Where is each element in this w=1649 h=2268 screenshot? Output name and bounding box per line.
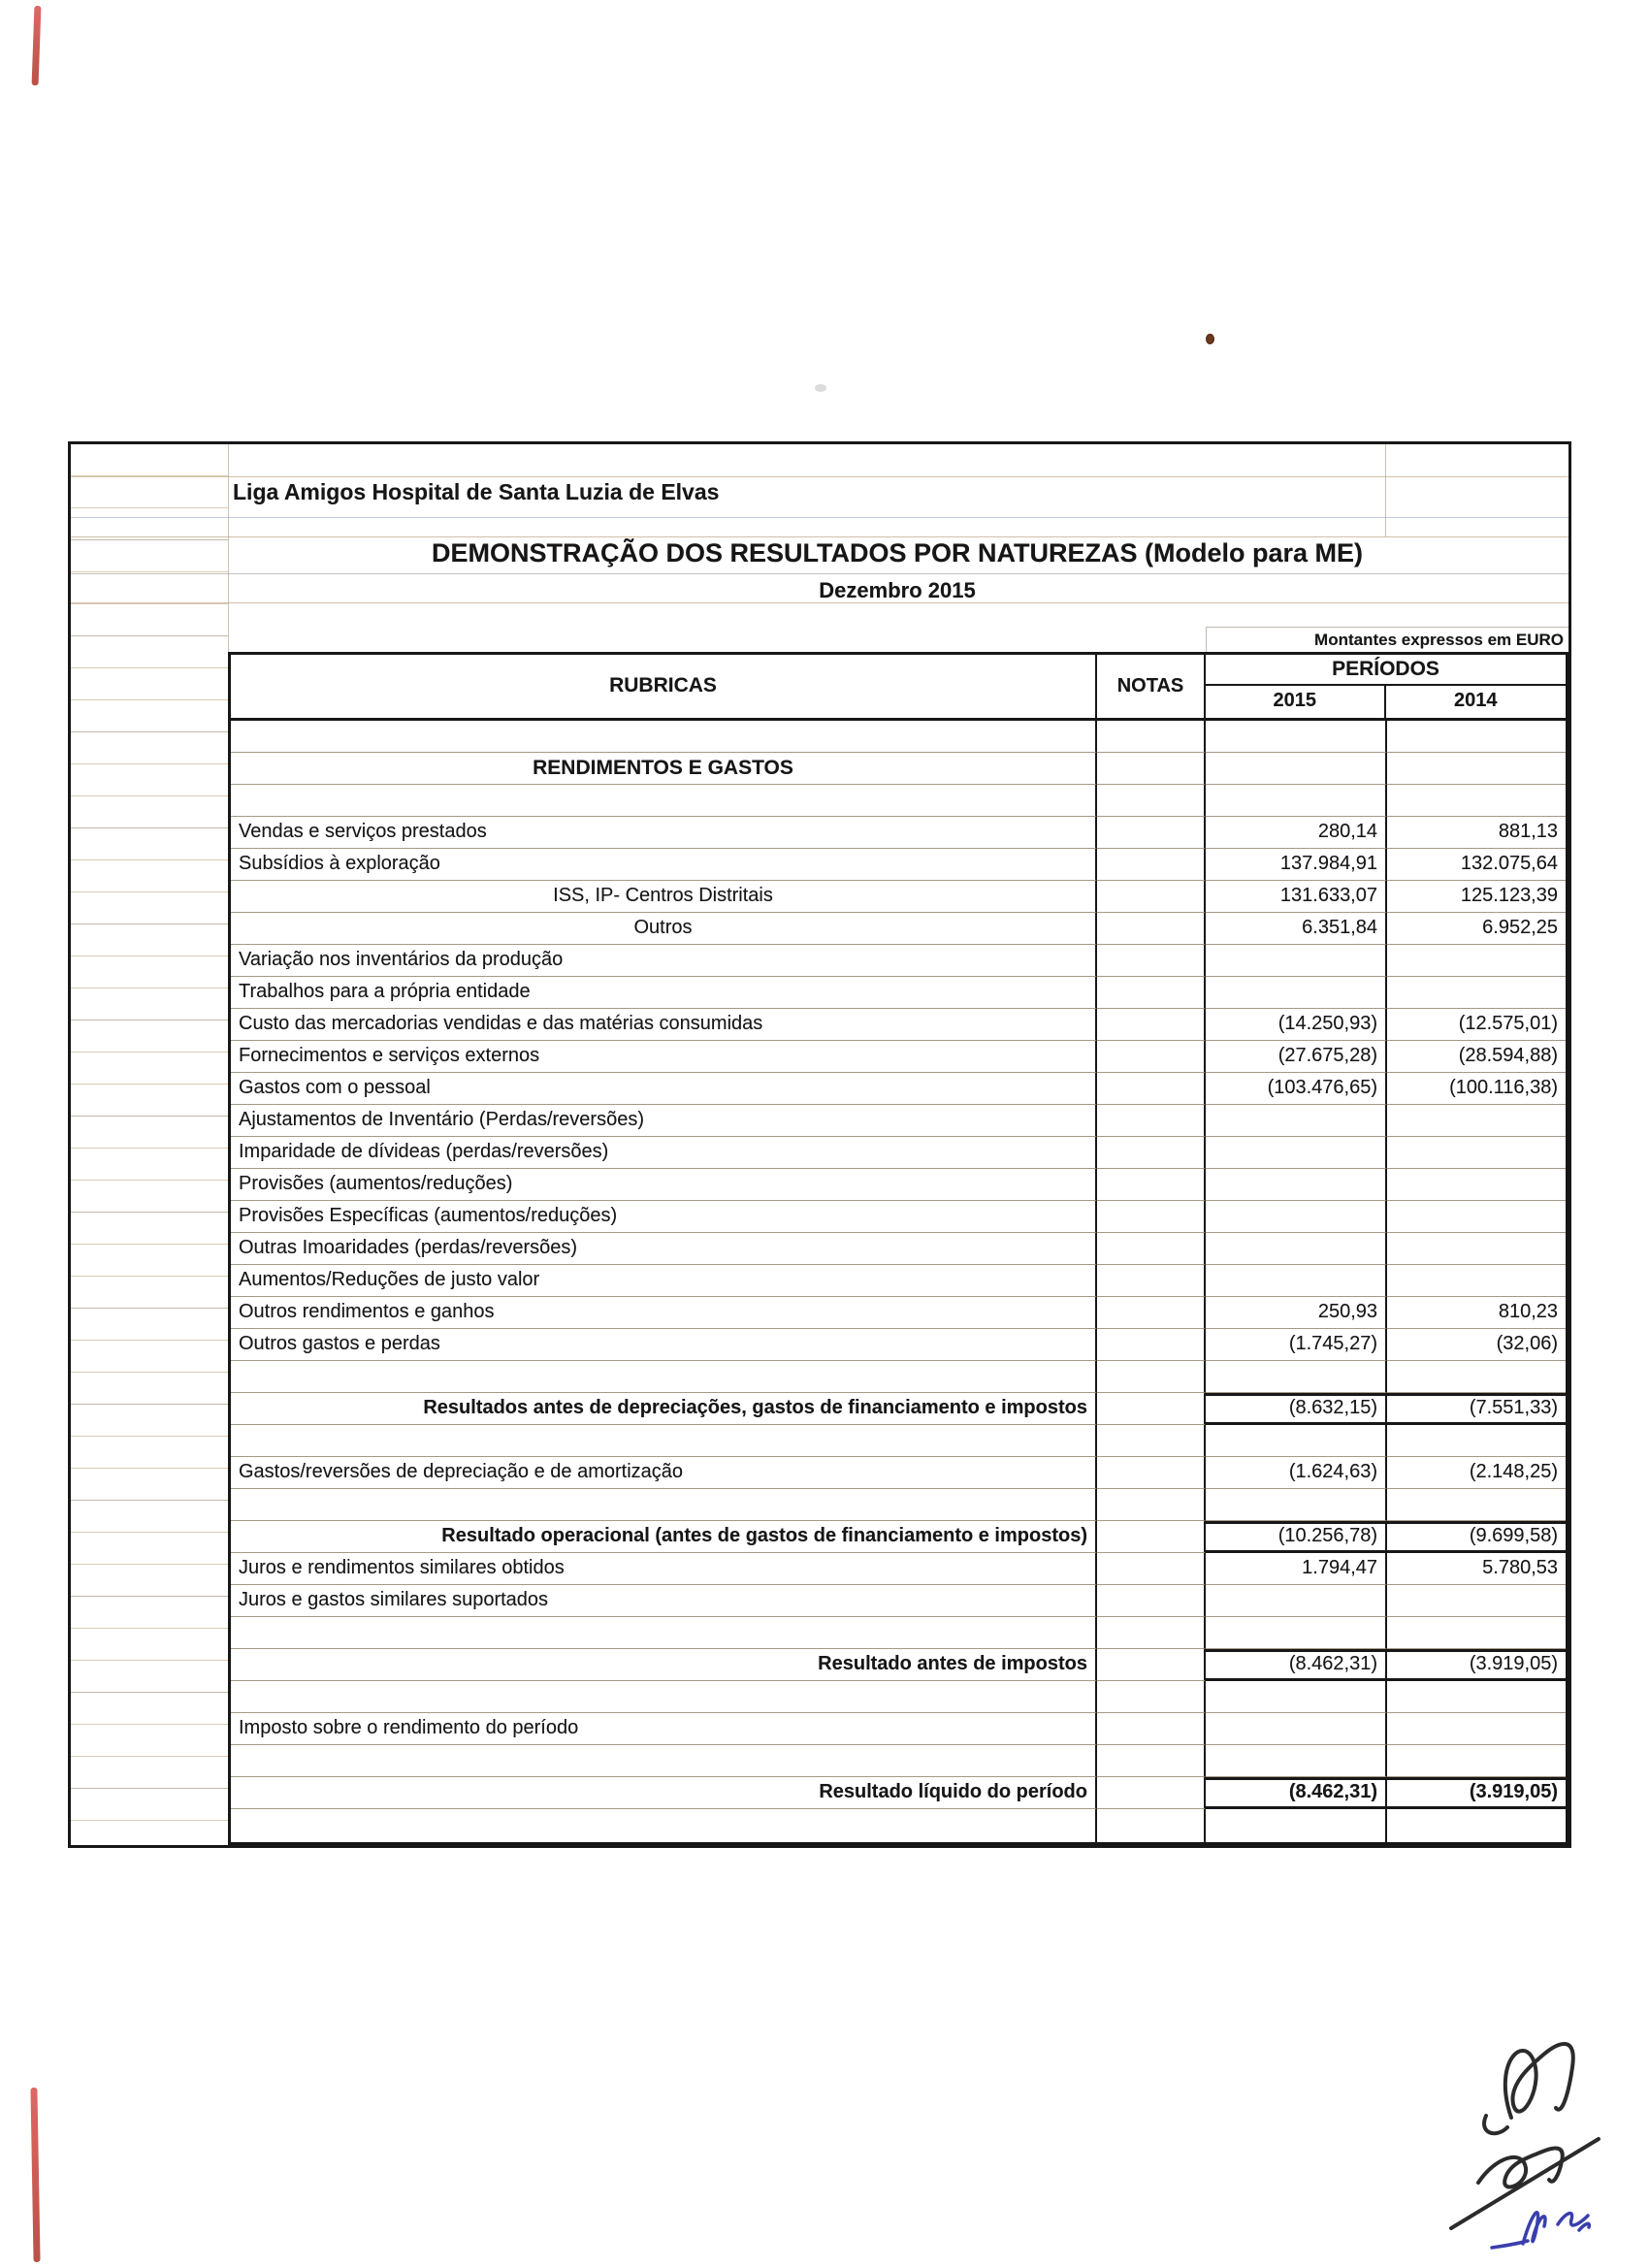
table-row (231, 1489, 1566, 1521)
table-row (231, 1457, 1566, 1489)
notas-cell (1097, 1297, 1206, 1329)
notas-cell (1097, 1489, 1206, 1521)
value-2014 (1387, 977, 1566, 1009)
value-2014 (1387, 1681, 1566, 1713)
row-label: Fornecimentos e serviços externos (231, 1041, 1097, 1073)
row-label (231, 1425, 1097, 1457)
statement-period: Dezembro 2015 (819, 578, 976, 602)
value-2014: 810,23 (1387, 1297, 1566, 1329)
value-2014: (28.594,88) (1387, 1041, 1566, 1073)
value-2014: (9.699,58) (1387, 1521, 1566, 1553)
value-2014: 6.952,25 (1387, 913, 1566, 945)
table-row (231, 1425, 1566, 1457)
notas-cell (1097, 849, 1206, 881)
row-label: Outros rendimentos e ganhos (231, 1297, 1097, 1329)
value-2015: (14.250,93) (1206, 1009, 1387, 1041)
value-2015: (8.632,15) (1206, 1393, 1387, 1425)
row-label: Aumentos/Reduções de justo valor (231, 1265, 1097, 1297)
row-label: Provisões Específicas (aumentos/reduções) (231, 1201, 1097, 1233)
row-label (231, 1361, 1097, 1393)
value-2015 (1206, 1713, 1387, 1745)
row-label: Trabalhos para a própria entidade (231, 977, 1097, 1009)
row-label: Outros (231, 913, 1097, 945)
row-label: Provisões (aumentos/reduções) (231, 1169, 1097, 1201)
notas-cell (1097, 1617, 1206, 1649)
value-2014 (1387, 785, 1566, 817)
statement-title: DEMONSTRAÇÃO DOS RESULTADOS POR NATUREZAS (Modelo para ME) (431, 538, 1364, 567)
notas-cell (1097, 1265, 1206, 1297)
row-label: Juros e gastos similares suportados (231, 1585, 1097, 1617)
notas-cell (1097, 1681, 1206, 1713)
table-row (231, 913, 1566, 945)
table-row (231, 945, 1566, 977)
table-row (231, 1809, 1566, 1842)
table-row (231, 1617, 1566, 1649)
value-2014: (2.148,25) (1387, 1457, 1566, 1489)
value-2015: (8.462,31) (1206, 1649, 1387, 1681)
value-2014 (1387, 721, 1566, 753)
table-row (231, 721, 1566, 753)
row-label: Imparidade de dívideas (perdas/reversões) (231, 1137, 1097, 1169)
scan-artifact-top (32, 6, 42, 85)
ink-dot-artifact (1206, 334, 1214, 344)
row-label (231, 1489, 1097, 1521)
row-label (231, 785, 1097, 817)
table-row (231, 785, 1566, 817)
value-2014 (1387, 1233, 1566, 1265)
header-notas: NOTAS (1097, 655, 1206, 718)
table-row (231, 1713, 1566, 1745)
value-2015: 280,14 (1206, 817, 1387, 849)
notas-cell (1097, 1201, 1206, 1233)
header-rubricas: RUBRICAS (231, 655, 1097, 718)
header-year-2015: 2015 (1206, 686, 1386, 718)
value-2015 (1206, 721, 1387, 753)
table-row (231, 1201, 1566, 1233)
notas-cell (1097, 1137, 1206, 1169)
value-2015 (1206, 1105, 1387, 1137)
table-row (231, 1169, 1566, 1201)
value-2015 (1206, 977, 1387, 1009)
table-row (231, 1585, 1566, 1617)
value-2014: 125.123,39 (1387, 881, 1566, 913)
notas-cell (1097, 785, 1206, 817)
row-label: Ajustamentos de Inventário (Perdas/reversões) (231, 1105, 1097, 1137)
table-row (231, 1745, 1566, 1777)
value-2014 (1387, 1137, 1566, 1169)
signature-scribble (1436, 2023, 1630, 2255)
company-name: Liga Amigos Hospital de Santa Luzia de Elvas (233, 479, 720, 504)
scan-artifact-bottom (30, 2088, 40, 2262)
row-label: Subsídios à exploração (231, 849, 1097, 881)
value-2015 (1206, 1489, 1387, 1521)
value-2014 (1387, 1617, 1566, 1649)
table-row (231, 1297, 1566, 1329)
row-label: Vendas e serviços prestados (231, 817, 1097, 849)
value-2014: (100.116,38) (1387, 1073, 1566, 1105)
table-row (231, 1361, 1566, 1393)
spreadsheet-gutter (71, 444, 228, 1845)
row-label: ISS, IP- Centros Distritais (231, 881, 1097, 913)
row-label: Resultados antes de depreciações, gastos de financiamento e impostos (231, 1393, 1097, 1425)
row-label: Outros gastos e perdas (231, 1329, 1097, 1361)
value-2015: 6.351,84 (1206, 913, 1387, 945)
value-2014: (3.919,05) (1387, 1649, 1566, 1681)
row-label: Variação nos inventários da produção (231, 945, 1097, 977)
notas-cell (1097, 1041, 1206, 1073)
row-label (231, 1809, 1097, 1842)
row-label: Resultado líquido do período (231, 1777, 1097, 1809)
section-row (231, 753, 1566, 785)
value-2014: (12.575,01) (1387, 1009, 1566, 1041)
value-2015 (1206, 1361, 1387, 1393)
row-label (231, 1745, 1097, 1777)
row-label: Imposto sobre o rendimento do período (231, 1713, 1097, 1745)
value-2015 (1206, 1745, 1387, 1777)
row-label (231, 1681, 1097, 1713)
value-2014 (1387, 1713, 1566, 1745)
value-2014 (1387, 1201, 1566, 1233)
notas-cell (1097, 1745, 1206, 1777)
total-row (231, 1649, 1566, 1681)
notas-cell (1097, 1649, 1206, 1681)
value-2015 (1206, 1265, 1387, 1297)
table-header (231, 655, 1566, 721)
value-2015 (1206, 1681, 1387, 1713)
header-year-2014: 2014 (1454, 690, 1498, 711)
value-2014 (1387, 1809, 1566, 1842)
value-2014 (1387, 1489, 1566, 1521)
row-label (231, 1617, 1097, 1649)
notas-cell (1097, 1105, 1206, 1137)
value-2014 (1387, 1361, 1566, 1393)
row-label: Gastos/reversões de depreciação e de amortização (231, 1457, 1097, 1489)
table-row (231, 1329, 1566, 1361)
row-label: Custo das mercadorias vendidas e das matérias consumidas (231, 1009, 1097, 1041)
value-2015: (1.624,63) (1206, 1457, 1387, 1489)
notas-cell (1097, 1393, 1206, 1425)
row-label: Outras Imoaridades (perdas/reversões) (231, 1233, 1097, 1265)
value-2015: (8.462,31) (1206, 1777, 1387, 1809)
title-block (71, 444, 1568, 652)
notas-cell (1097, 1169, 1206, 1201)
value-2015: (10.256,78) (1206, 1521, 1387, 1553)
table-row (231, 881, 1566, 913)
value-2015: 131.633,07 (1206, 881, 1387, 913)
table-row (231, 849, 1566, 881)
table-row (231, 1041, 1566, 1073)
table-row (231, 817, 1566, 849)
table-row (231, 1009, 1566, 1041)
value-2014 (1387, 1265, 1566, 1297)
table-body (231, 721, 1566, 1842)
value-2015: (103.476,65) (1206, 1073, 1387, 1105)
table-row (231, 1265, 1566, 1297)
total-row (231, 1393, 1566, 1425)
notas-cell (1097, 721, 1206, 753)
row-label: RENDIMENTOS E GASTOS (231, 753, 1097, 785)
value-2015: 1.794,47 (1206, 1553, 1387, 1585)
notas-cell (1097, 1585, 1206, 1617)
row-label: Resultado operacional (antes de gastos de financiamento e impostos) (231, 1521, 1097, 1553)
notas-cell (1097, 977, 1206, 1009)
value-2014 (1387, 1105, 1566, 1137)
value-2015 (1206, 1137, 1387, 1169)
value-2014 (1387, 945, 1566, 977)
value-2014 (1387, 753, 1566, 785)
currency-note: Montantes expressos em EURO (1206, 627, 1568, 652)
value-2015: (1.745,27) (1206, 1329, 1387, 1361)
value-2014 (1387, 1745, 1566, 1777)
table-row (231, 1105, 1566, 1137)
table-row (231, 1137, 1566, 1169)
value-2014: (3.919,05) (1387, 1777, 1566, 1809)
value-2014 (1387, 1425, 1566, 1457)
value-2014: (32,06) (1387, 1329, 1566, 1361)
document-frame (68, 441, 1571, 1848)
notas-cell (1097, 1809, 1206, 1842)
notas-cell (1097, 1233, 1206, 1265)
results-table (228, 652, 1568, 1845)
value-2015: (27.675,28) (1206, 1041, 1387, 1073)
value-2015 (1206, 785, 1387, 817)
value-2015 (1206, 1201, 1387, 1233)
notas-cell (1097, 1777, 1206, 1809)
gray-speck-artifact (815, 384, 826, 392)
value-2015 (1206, 1617, 1387, 1649)
notas-cell (1097, 1329, 1206, 1361)
value-2014: 5.780,53 (1387, 1553, 1566, 1585)
table-row (231, 977, 1566, 1009)
notas-cell (1097, 817, 1206, 849)
value-2015 (1206, 1169, 1387, 1201)
value-2015 (1206, 945, 1387, 977)
notas-cell (1097, 1457, 1206, 1489)
value-2014 (1387, 1585, 1566, 1617)
value-2014: 132.075,64 (1387, 849, 1566, 881)
notas-cell (1097, 913, 1206, 945)
row-label (231, 721, 1097, 753)
notas-cell (1097, 1713, 1206, 1745)
total-row (231, 1521, 1566, 1553)
header-periods-group (1206, 655, 1566, 718)
header-years (1206, 686, 1566, 718)
notas-cell (1097, 753, 1206, 785)
value-2014: 881,13 (1387, 817, 1566, 849)
row-label: Juros e rendimentos similares obtidos (231, 1553, 1097, 1585)
notas-cell (1097, 1553, 1206, 1585)
value-2015: 137.984,91 (1206, 849, 1387, 881)
notas-cell (1097, 1009, 1206, 1041)
table-row (231, 1073, 1566, 1105)
notas-cell (1097, 1521, 1206, 1553)
table-row (231, 1553, 1566, 1585)
notas-cell (1097, 945, 1206, 977)
row-label: Gastos com o pessoal (231, 1073, 1097, 1105)
header-periodos: PERÍODOS (1206, 655, 1566, 686)
value-2015 (1206, 753, 1387, 785)
value-2015 (1206, 1233, 1387, 1265)
table-row (231, 1681, 1566, 1713)
table-row (231, 1233, 1566, 1265)
row-label: Resultado antes de impostos (231, 1649, 1097, 1681)
notas-cell (1097, 881, 1206, 913)
notas-cell (1097, 1073, 1206, 1105)
notas-cell (1097, 1425, 1206, 1457)
total-row (231, 1777, 1566, 1809)
value-2015 (1206, 1585, 1387, 1617)
value-2015 (1206, 1809, 1387, 1842)
value-2015: 250,93 (1206, 1297, 1387, 1329)
value-2014 (1387, 1169, 1566, 1201)
value-2014: (7.551,33) (1387, 1393, 1566, 1425)
value-2015 (1206, 1425, 1387, 1457)
notas-cell (1097, 1361, 1206, 1393)
